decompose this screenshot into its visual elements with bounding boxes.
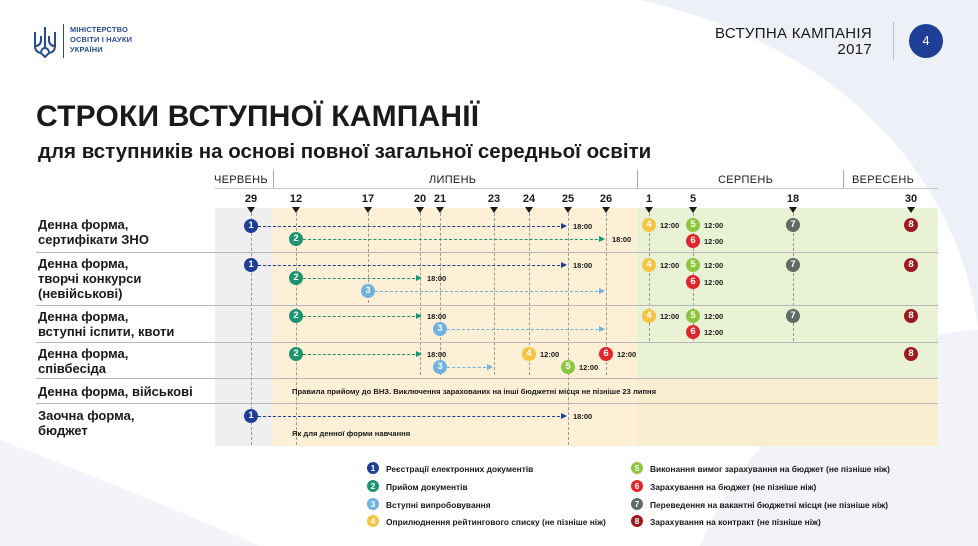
month-underline [215,188,938,189]
deadline-time: 18:00 [573,412,593,421]
marker-1: 1 [244,258,258,272]
deadline-time: 12:00 [704,328,724,337]
campaign-year: 2017 [837,41,872,58]
marker-6: 6 [686,325,700,339]
period-arrow [303,239,603,240]
marker-4: 4 [522,347,536,361]
marker-8: 8 [904,347,918,361]
page-title: СТРОКИ ВСТУПНОЇ КАМПАНІЇ [36,100,480,133]
row-label-line: сертифікати ЗНО [38,232,149,247]
campaign-label [715,26,872,58]
deadline-time: 12:00 [704,312,724,321]
ministry-name [70,25,132,55]
row-label-line: Заочна форма, [38,408,135,423]
row-label-line: Денна форма, військові [38,384,193,399]
day-label: 24 [522,193,536,205]
page-number-badge: 4 [909,24,943,58]
marker-5: 5 [561,360,575,374]
deadline-time: 12:00 [704,278,724,287]
deadline-time: 18:00 [427,312,447,321]
marker-2: 2 [289,271,303,285]
legend-text-1: Реєстрації електронних документів [386,464,534,474]
row-label-line: вступні іспити, квоти [38,324,175,339]
deadline-time: 18:00 [427,350,447,359]
marker-3: 3 [433,360,447,374]
row-divider [36,252,938,253]
day-label: 26 [599,193,613,205]
month-june: ЧЕРВЕНЬ [214,174,268,186]
day-label: 29 [244,193,258,205]
day-label: 25 [561,193,575,205]
legend-text-3: Вступні випробовування [386,500,491,510]
day-label: 20 [413,193,427,205]
row-label-line: творчі конкурси [38,271,142,286]
ministry-line-3: УКРАЇНИ [70,45,103,54]
deadline-time: 12:00 [704,237,724,246]
marker-2: 2 [289,309,303,323]
july-shade [273,208,637,446]
day-tick [907,207,915,213]
legend-marker-2: 2 [367,480,379,492]
day-label: 17 [361,193,375,205]
marker-6: 6 [599,347,613,361]
day-label: 18 [786,193,800,205]
deadline-time: 12:00 [660,261,680,270]
marker-1: 1 [244,219,258,233]
month-divider [273,170,274,188]
period-arrow [258,265,565,266]
deadline-time: 18:00 [427,274,447,283]
marker-7: 7 [786,258,800,272]
legend-marker-4: 4 [367,515,379,527]
row-label-day-exams [38,309,174,339]
row-label-line: співбесіда [38,361,106,376]
month-september: ВЕРЕСЕНЬ [852,174,915,186]
trident-logo-icon [32,26,58,58]
day-label: 21 [433,193,447,205]
deadline-time: 12:00 [540,350,560,359]
legend-marker-8: 8 [631,515,643,527]
row-label-day-zno [38,217,149,247]
deadline-time: 12:00 [704,261,724,270]
marker-7: 7 [786,309,800,323]
marker-5: 5 [686,218,700,232]
correspondence-note: Як для денної форми навчання [292,429,411,438]
period-arrow [375,291,603,292]
header-divider [893,22,894,60]
row-label-line: Денна форма, [38,256,129,271]
legend-text-4: Оприлюднення рейтингового списку (не пізніше ніж) [386,517,606,527]
period-arrow [258,226,565,227]
period-arrow [447,329,603,330]
day-gridline [494,213,495,375]
period-arrow [258,416,565,417]
marker-4: 4 [642,218,656,232]
row-label-day-interview [38,346,128,376]
marker-6: 6 [686,234,700,248]
row-divider [36,378,938,379]
june-shade [215,208,273,446]
marker-7: 7 [786,218,800,232]
legend-marker-1: 1 [367,462,379,474]
month-divider [843,170,844,188]
marker-4: 4 [642,309,656,323]
marker-4: 4 [642,258,656,272]
marker-6: 6 [686,275,700,289]
legend-marker-3: 3 [367,498,379,510]
period-arrow [447,367,491,368]
marker-3: 3 [361,284,375,298]
deadline-time: 12:00 [617,350,637,359]
legend-text-8: Зарахування на контракт (не пізніше ніж) [650,517,821,527]
logo-divider [63,24,64,58]
marker-5: 5 [686,258,700,272]
day-gridline [296,213,297,445]
deadline-time: 12:00 [660,312,680,321]
day-label: 30 [904,193,918,205]
marker-8: 8 [904,258,918,272]
marker-2: 2 [289,347,303,361]
deadline-time: 12:00 [660,221,680,230]
row-divider [36,305,938,306]
row-divider [36,342,938,343]
deadline-time: 18:00 [573,222,593,231]
legend-marker-6: 6 [631,480,643,492]
ministry-line-2: ОСВІТИ І НАУКИ [70,35,133,44]
legend-text-5: Виконання вимог зарахування на бюджет (не пізніше ніж) [650,464,890,474]
period-arrow [303,316,420,317]
marker-1: 1 [244,409,258,423]
page-subtitle: для вступників на основі повної загальної середньої освіти [38,140,652,163]
month-august: СЕРПЕНЬ [718,174,774,186]
aug-sep-shade-lower [637,378,938,446]
row-label-line: бюджет [38,423,88,438]
month-divider [637,170,638,188]
day-label: 12 [289,193,303,205]
marker-8: 8 [904,218,918,232]
day-label: 1 [645,193,653,205]
campaign-title: ВСТУПНА КАМПАНІЯ [715,25,872,42]
legend-text-7: Переведення на вакантні бюджетні місця (не пізніше ніж) [650,500,889,510]
period-arrow [303,278,420,279]
deadline-time: 12:00 [579,363,599,372]
legend-marker-5: 5 [631,462,643,474]
row-label-correspondence [38,408,134,438]
row-label-line: (невійськові) [38,286,123,301]
legend-marker-7: 7 [631,498,643,510]
deadline-time: 18:00 [573,261,593,270]
row-label-day-military [38,384,193,399]
military-note: Правила прийому до ВНЗ. Виключення зарахованих на інші бюджетні місця не пізніше 23 липня [292,387,657,396]
deadline-time: 12:00 [704,221,724,230]
marker-5: 5 [686,309,700,323]
period-arrow [303,354,420,355]
marker-2: 2 [289,232,303,246]
month-july: ЛИПЕНЬ [429,174,477,186]
deadline-time: 18:00 [612,235,632,244]
row-divider [36,403,938,404]
marker-8: 8 [904,309,918,323]
row-label-line: Денна форма, [38,217,129,232]
day-label: 23 [487,193,501,205]
day-label: 5 [689,193,697,205]
legend-text-2: Прийом документів [386,482,468,492]
legend-text-6: Зарахування на бюджет (не пізніше ніж) [650,482,817,492]
marker-3: 3 [433,322,447,336]
row-label-day-creative [38,256,141,301]
aug-sep-shade [637,208,938,378]
ministry-line-1: МІНІСТЕРСТВО [70,25,128,34]
row-label-line: Денна форма, [38,309,129,324]
row-label-line: Денна форма, [38,346,129,361]
